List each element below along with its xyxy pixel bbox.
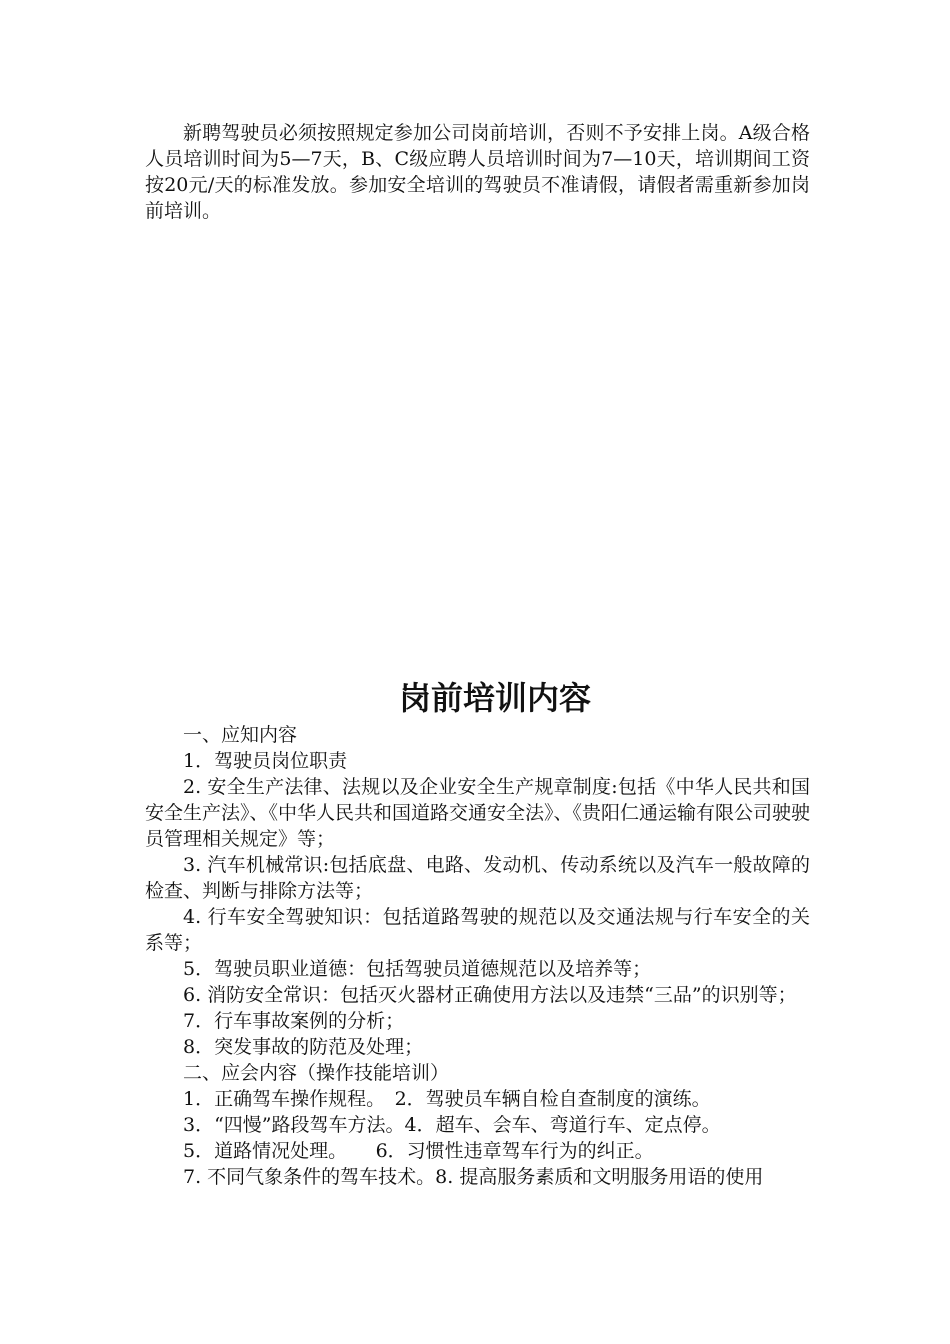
content-line: 6. 消防安全常识：包括灭火器材正确使用方法以及违禁“三品”的识别等； (183, 984, 797, 1006)
content-line: 7．行车事故案例的分析； (183, 1010, 405, 1032)
content-line: 7. 不同气象条件的驾车技术。8. 提高服务素质和文明服务用语的使用 (183, 1166, 764, 1188)
content-line: 5．道路情况处理。 6．习惯性违章驾车行为的纠正。 (183, 1140, 654, 1162)
content-line: 1．驾驶员岗位职责 (183, 750, 348, 772)
content-line-heading-skills: 二、应会内容（操作技能培训） (183, 1062, 450, 1084)
content-line: 3. 汽车机械常识:包括底盘、电路、发动机、传动系统以及汽车一般故障的检查、判断与排除方法等； (145, 854, 810, 902)
content-line: 8．突发事故的防范及处理； (183, 1036, 424, 1058)
content-line: 3．“四慢”路段驾车方法。4．超车、会车、弯道行车、定点停。 (183, 1114, 721, 1136)
training-content (145, 722, 810, 1190)
content-line: 5．驾驶员职业道德：包括驾驶员道德规范以及培养等； (183, 958, 652, 980)
section-title: 岗前培训内容 (398, 679, 591, 717)
content-line: 1．正确驾车操作规程。 2．驾驶员车辆自检自查制度的演练。 (183, 1088, 711, 1110)
content-line: 4. 行车安全驾驶知识：包括道路驾驶的规范以及交通法规与行车安全的关系等； (145, 906, 810, 954)
content-line: 2. 安全生产法律、法规以及企业安全生产规章制度:包括《中华人民共和国安全生产法》、《中华人民共和国道路交通安全法》、《贵阳仁通运输有限公司驶驶员管理相关规定》等； (145, 776, 811, 850)
intro-paragraph: 新聘驾驶员必须按照规定参加公司岗前培训，否则不予安排上岗。A级合格人员培训时间为5—7天，B、C级应聘人员培训时间为7—10天，培训期间工资按20元/天的标准发放。参加安全培训的驾驶员不准请假，请假者需重新参加岗前培训。 (145, 122, 810, 222)
content-line-heading-knowledge: 一、应知内容 (183, 724, 298, 746)
